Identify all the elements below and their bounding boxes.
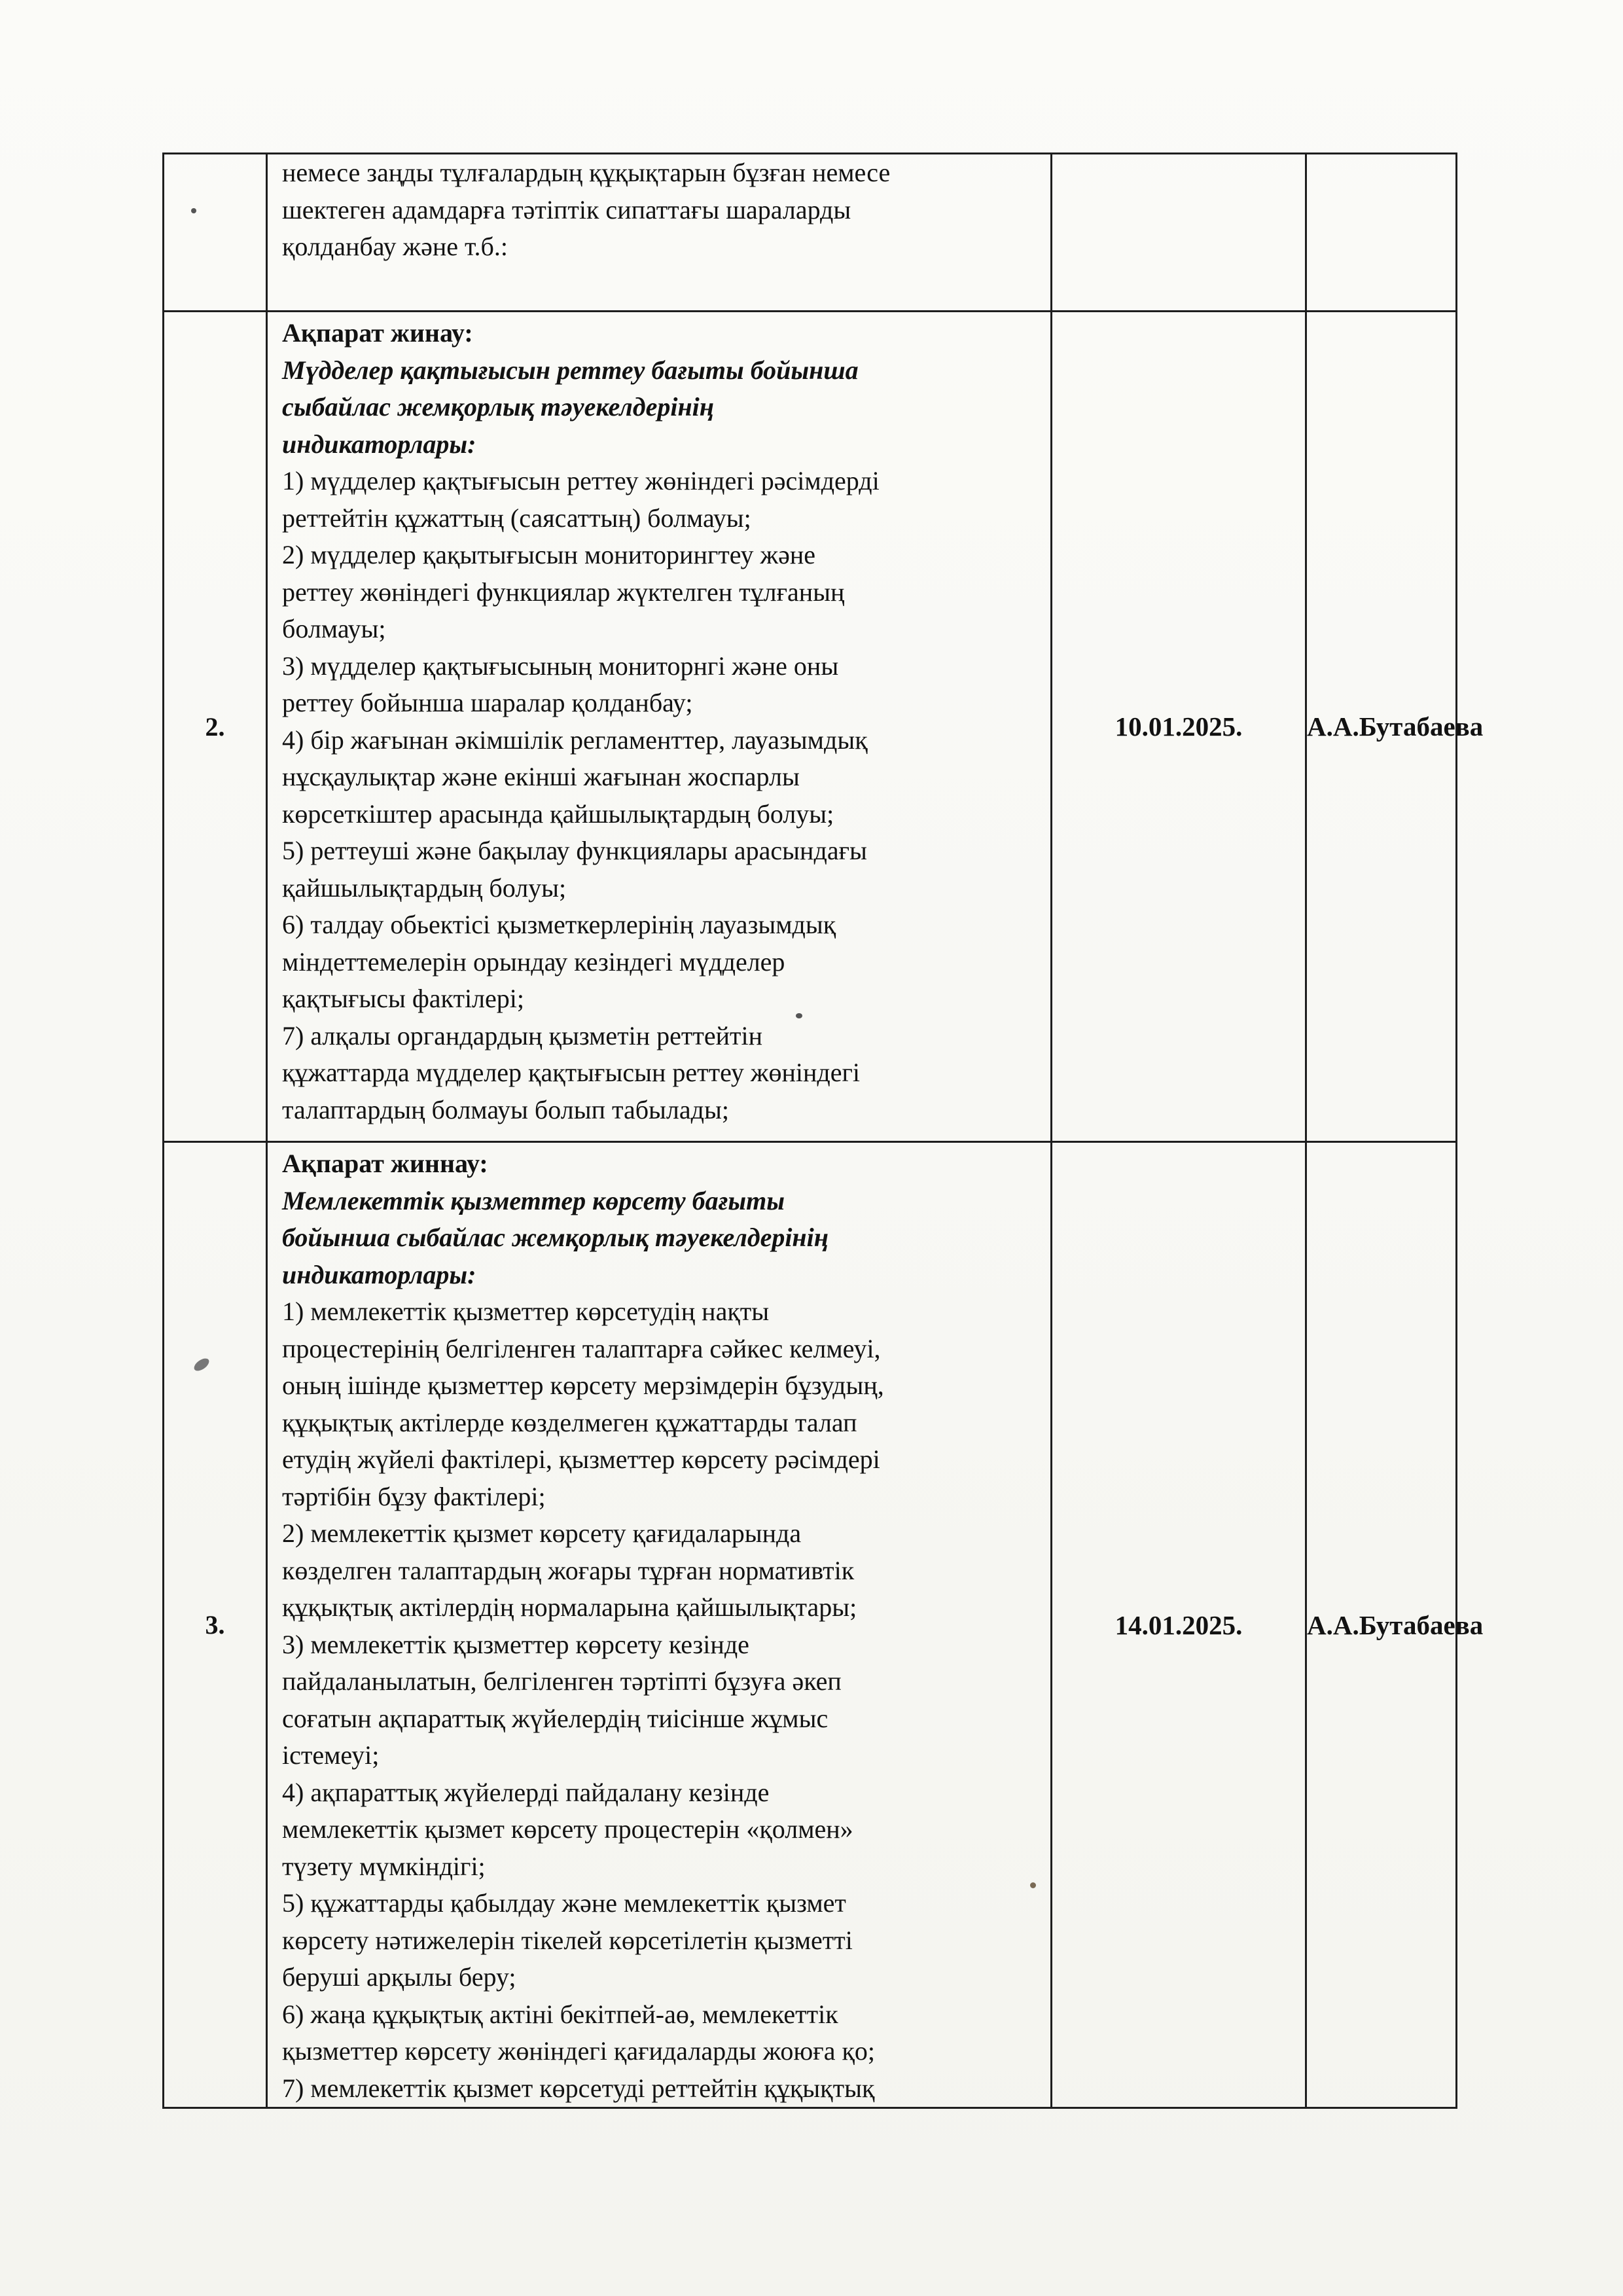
text-line: қолданбау және т.б.: xyxy=(282,232,508,261)
section-heading: Ақпарат жиннау: xyxy=(282,1149,488,1178)
text-line: 4) ақпараттық жүйелерді пайдалану кезінде xyxy=(282,1777,770,1807)
deadline-cell xyxy=(1052,154,1306,312)
text-line: реттеу бойынша шаралар қолданбау; xyxy=(282,688,693,717)
text-line: 2) мүдделер қақытығысын мониторингтеу және xyxy=(282,540,816,569)
text-line: пайдаланылатын, белгіленген тәртіпті бұзуға әкеп xyxy=(282,1666,842,1696)
section-subheading: индикаторлары: xyxy=(282,1259,476,1289)
text-line: реттеу жөніндегі функциялар жүктелген тұлғаның xyxy=(282,577,845,607)
text-line: 7) алқалы органдардың қызметін реттейтін xyxy=(282,1020,763,1050)
responsible-cell: А.А.Бутабаева xyxy=(1306,1142,1457,2108)
text-line: міндеттемелерін орындау кезіндегі мүдделер xyxy=(282,946,785,977)
responsible-cell xyxy=(1306,154,1457,312)
text-line: қақтығысы фактілері; xyxy=(282,984,524,1013)
text-line: істемеуі; xyxy=(282,1740,380,1770)
text-line: реттейтін құжаттың (саясаттың) болмауы; xyxy=(282,503,751,533)
deadline-cell: 10.01.2025. xyxy=(1052,312,1306,1142)
text-line: нұсқаулықтар және екінші жағынан жоспарлы xyxy=(282,762,800,791)
text-line: 5) құжаттарды қабылдау және мемлекеттік қызмет xyxy=(282,1888,846,1918)
text-line: етудің жүйелі фактілері, қызметтер көрсету рәсімдері xyxy=(282,1444,880,1474)
section-subheading: сыбайлас жемқорлық тәуекелдерінің xyxy=(282,392,714,422)
text-line: құқықтық актілерде көзделмеген құжаттарды талап xyxy=(282,1407,857,1437)
section-subheading: Мүдделер қақтығысын реттеу бағыты бойынша xyxy=(282,355,859,385)
row-number: 3. xyxy=(164,1142,267,2108)
text-line: тәртібін бұзу фактілері; xyxy=(282,1481,546,1511)
text-line: түзету мүмкіндігі; xyxy=(282,1851,486,1881)
section-heading: Ақпарат жинау: xyxy=(282,318,473,348)
text-line: мемлекеттік қызмет көрсету процестерін «қолмен» xyxy=(282,1814,853,1844)
text-line: шектеген адамдарға тәтіптік сипаттағы шараларды xyxy=(282,194,851,224)
section-subheading: индикаторлары: xyxy=(282,429,476,459)
text-line: құжаттарда мүдделер қақтығысын реттеу жөніндегі xyxy=(282,1058,861,1087)
section-subheading: Мемлекеттік қызметтер көрсету бағыты xyxy=(282,1185,785,1215)
text-line: талаптардың болмауы болып табылады; xyxy=(282,1094,729,1124)
deadline-cell: 14.01.2025. xyxy=(1052,1142,1306,2108)
text-line: 7) мемлекеттік қызмет көрсетуді реттейтін құқықтық xyxy=(282,2073,875,2103)
row-number xyxy=(164,154,267,312)
text-line: 3) мемлекеттік қызметтер көрсету кезінде xyxy=(282,1629,749,1659)
responsible-cell: А.А.Бутабаева xyxy=(1306,312,1457,1142)
text-line: оның ішінде қызметтер көрсету мерзімдерін бұзудың, xyxy=(282,1371,884,1400)
text-line: 1) мүдделер қақтығысын реттеу жөніндегі рәсімдерді xyxy=(282,466,880,495)
text-line: 6) жаңа құқықтық актіні бекітпей-аө, мемлекеттік xyxy=(282,1999,838,2029)
table-row xyxy=(164,312,1457,1142)
text-line: қайшылықтардың болуы; xyxy=(282,872,567,903)
text-line: қызметтер көрсету жөніндегі қағидаларды жоюға қо; xyxy=(282,2036,875,2066)
plan-table xyxy=(162,152,1484,2109)
text-line: көрсеткіштер арасында қайшылықтардың болуы; xyxy=(282,798,834,829)
text-line: құқықтық актілердің нормаларына қайшылықтары; xyxy=(282,1592,857,1622)
measure-cell xyxy=(267,312,1052,1142)
text-line: 3) мүдделер қақтығысының мониторнгі және оны xyxy=(282,651,839,681)
text-line: процестерінің белгіленген талаптарға сәйкес келмеуі, xyxy=(282,1333,881,1363)
text-line: 2) мемлекеттік қызмет көрсету қағидаларында xyxy=(282,1518,802,1548)
table-row xyxy=(164,1142,1457,2108)
text-line: соғатын ақпараттық жүйелердің тиісінше жұмыс xyxy=(282,1703,829,1733)
text-line: 5) реттеуші және бақылау функциялары арасындағы xyxy=(282,836,867,865)
section-subheading: бойынша сыбайлас жемқорлық тәуекелдерінің xyxy=(282,1223,829,1252)
text-line: беруші арқылы беру; xyxy=(282,1962,516,1992)
table-row xyxy=(164,154,1457,312)
text-line: болмауы; xyxy=(282,614,386,643)
text-line: 1) мемлекеттік қызметтер көрсетудің нақты xyxy=(282,1297,770,1326)
text-line: көрсету нәтижелерін тікелей көрсетілетін қызметті xyxy=(282,1925,853,1955)
text-line: 4) бір жағынан әкімшілік регламенттер, лауазымдық xyxy=(282,725,868,755)
measure-cell xyxy=(267,1142,1052,2108)
measure-cell xyxy=(267,154,1052,312)
text-line: 6) талдау обьектісі қызметкерлерінің лауазымдық xyxy=(282,910,836,939)
text-line: көзделген талаптардың жоғары тұрған нормативтік xyxy=(282,1555,855,1585)
row-number: 2. xyxy=(164,312,267,1142)
text-line: немесе заңды тұлғалардың құқықтарын бұзған немесе xyxy=(282,158,891,187)
